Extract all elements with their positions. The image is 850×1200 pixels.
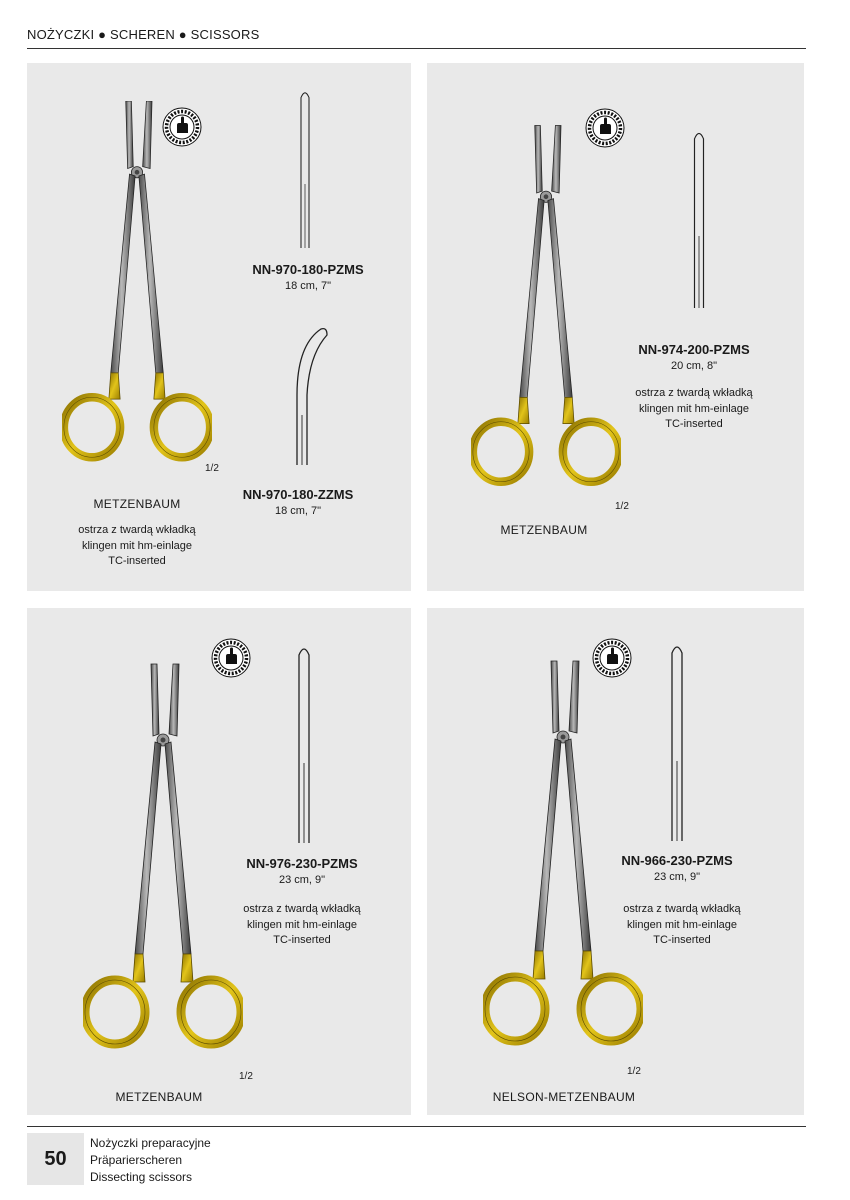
header-text-pl: NOŻYCZKI (27, 27, 95, 42)
footer-line-pl: Nożyczki preparacyjne (90, 1136, 211, 1150)
product-code: NN-974-200-PZMS (638, 342, 750, 357)
footer-caption (90, 1135, 211, 1186)
model-name: METZENBAUM (115, 1090, 203, 1104)
product-panel-3 (27, 608, 411, 1115)
description-en: TC-inserted (108, 555, 166, 567)
product-code: NN-970-180-PZMS (252, 262, 364, 277)
new-badge-icon (162, 107, 202, 147)
description-pl: ostrza z twardą wkładką (623, 903, 741, 915)
scissors-image (471, 113, 621, 513)
description-pl: ostrza z twardą wkładką (635, 387, 753, 399)
scale-label: 1/2 (205, 463, 219, 474)
model-name: METZENBAUM (500, 523, 588, 537)
model-name: NELSON-METZENBAUM (492, 1090, 636, 1104)
description-de: klingen mit hm-einlage (81, 539, 193, 552)
header-divider (27, 48, 806, 49)
curved-tip-icon (291, 325, 331, 465)
scissors-image (62, 101, 212, 476)
straight-tip-icon (667, 636, 687, 846)
description-pl: ostrza z twardą wkładką (243, 903, 361, 915)
scale-label: 1/2 (239, 1071, 253, 1082)
description-en: TC-inserted (665, 418, 723, 430)
straight-tip-icon (294, 643, 314, 843)
product-size: 18 cm, 7" (274, 505, 322, 517)
product-panel-2 (427, 63, 804, 591)
description-en: TC-inserted (653, 934, 711, 946)
page-header (27, 27, 259, 42)
bullet-icon: ● (98, 27, 107, 42)
new-badge-icon (585, 108, 625, 148)
new-badge-icon (211, 638, 251, 678)
product-code: NN-970-180-ZZMS (242, 487, 354, 502)
product-description (602, 902, 762, 949)
product-size: 23 cm, 9" (653, 871, 701, 883)
product-panel-4 (427, 608, 804, 1115)
page-number: 50 (27, 1133, 84, 1185)
model-name: METZENBAUM (93, 497, 181, 511)
description-pl: ostrza z twardą wkładką (78, 524, 196, 536)
description-de: klingen mit hm-einlage (638, 402, 750, 415)
product-description (222, 902, 382, 949)
product-code: NN-966-230-PZMS (621, 853, 733, 868)
product-size: 23 cm, 9" (278, 874, 326, 886)
product-size: 20 cm, 8" (670, 360, 718, 372)
product-panel-1 (27, 63, 411, 591)
footer-line-de: Präparierscheren (90, 1153, 183, 1167)
scale-label: 1/2 (615, 501, 629, 512)
header-text-en: SCISSORS (190, 27, 260, 42)
header-text-de: SCHEREN (110, 27, 175, 42)
description-de: klingen mit hm-einlage (246, 918, 358, 931)
bullet-icon: ● (178, 27, 187, 42)
scissors-image (83, 634, 243, 1094)
product-code: NN-976-230-PZMS (246, 856, 358, 871)
footer-divider (27, 1126, 806, 1127)
product-size: 18 cm, 7" (284, 280, 332, 292)
description-en: TC-inserted (273, 934, 331, 946)
new-badge-icon (592, 638, 632, 678)
scale-label: 1/2 (627, 1066, 641, 1077)
description-de: klingen mit hm-einlage (626, 918, 738, 931)
product-description (614, 386, 774, 433)
product-description (57, 523, 217, 570)
straight-tip-icon (295, 88, 315, 248)
footer-line-en: Dissecting scissors (90, 1170, 193, 1184)
straight-tip-icon (689, 128, 709, 308)
